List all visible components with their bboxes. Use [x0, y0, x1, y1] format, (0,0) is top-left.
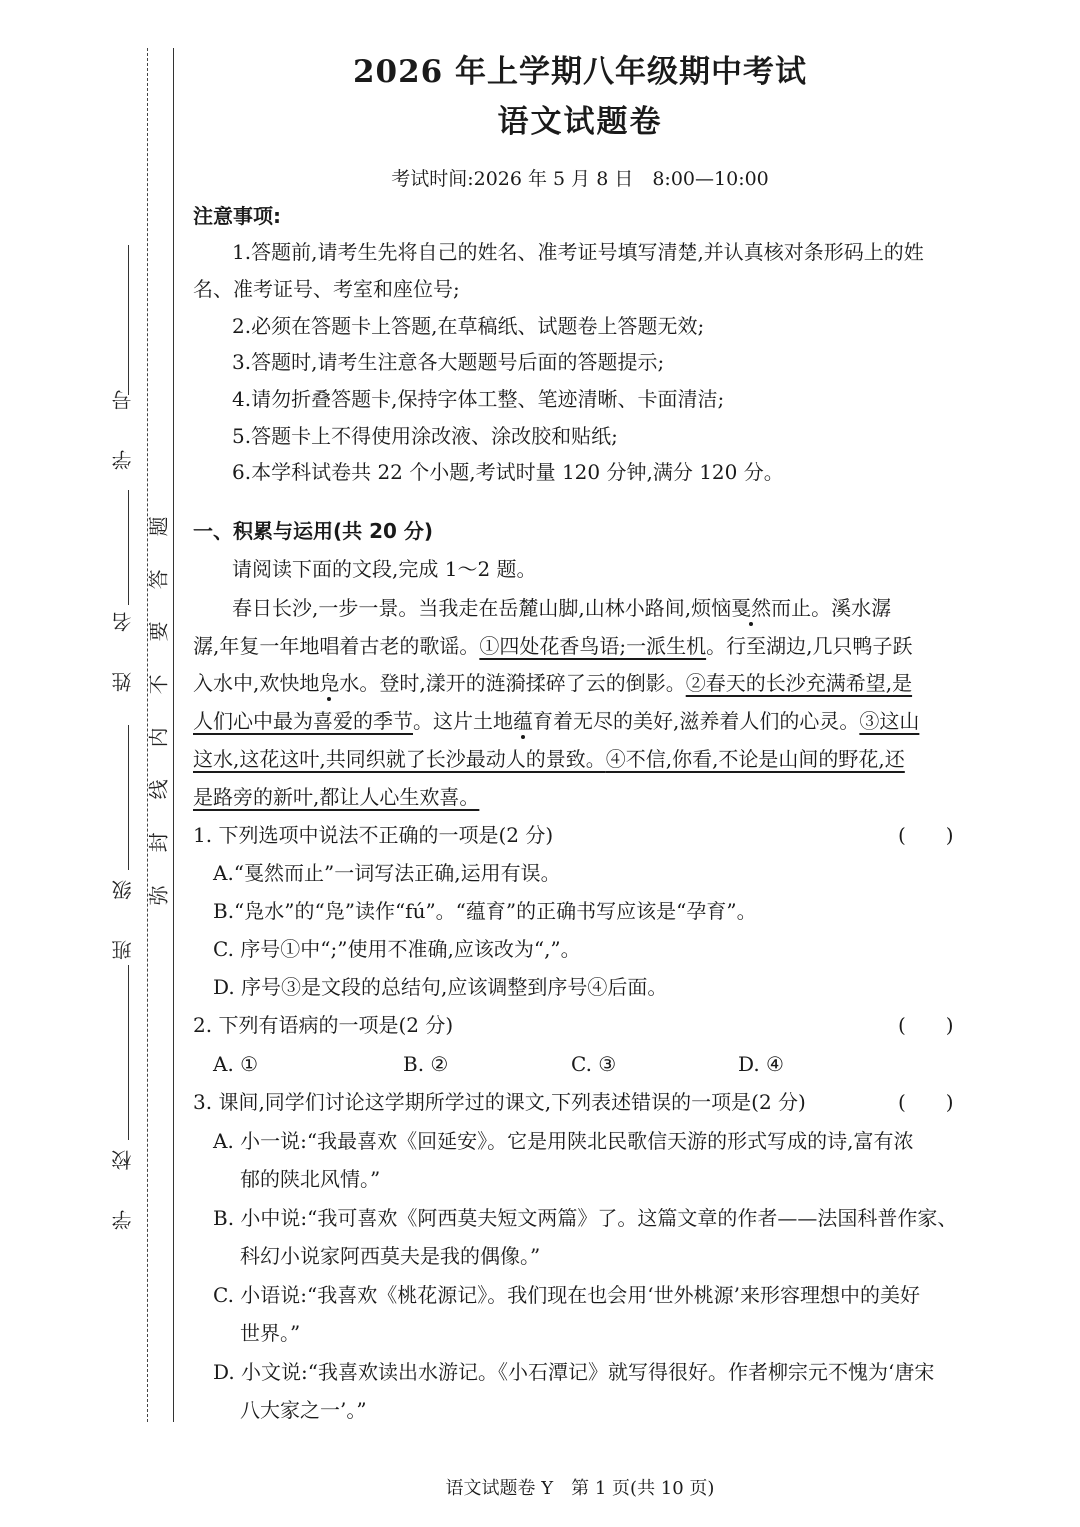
- school-field: [108, 1140, 137, 1230]
- note-item: 2.必须在答题卡上答题,在草稿纸、试题卷上答题无效;: [232, 314, 705, 338]
- seal-char: 弥: [146, 885, 171, 906]
- passage-intro: 请阅读下面的文段,完成 1～2 题。: [232, 557, 537, 581]
- option-cont: 科幻小说家阿西莫夫是我的偶像。”: [240, 1244, 541, 1268]
- note-item: 4.请勿折叠答题卡,保持字体工整、笔迹清晰、卡面清洁;: [232, 387, 725, 411]
- exam-time: 考试时间:2026 年 5 月 8 日 8:00—10:00: [391, 168, 769, 190]
- exam-title: 2026 年上学期八年级期中考试: [352, 54, 808, 90]
- student-id-field: [108, 245, 137, 470]
- seal-char: 要: [146, 621, 171, 642]
- option: A. ①: [213, 1052, 259, 1076]
- passage-line: [193, 745, 905, 773]
- page-footer: 语文试题卷 Y 第 1 页(共 10 页): [445, 1478, 715, 1499]
- name-label: 姓 名: [111, 602, 135, 692]
- answer-paren[interactable]: ( ): [898, 1013, 954, 1037]
- passage-line: [193, 783, 479, 811]
- school-blank[interactable]: [128, 965, 129, 1140]
- dotted-word: 戛然: [731, 596, 772, 620]
- answer-paren[interactable]: ( ): [898, 1090, 954, 1114]
- option: C. 小语说:“我喜欢《桃花源记》。我们现在也会用‘世外桃源’来形容理想中的美好: [213, 1283, 920, 1307]
- option: D. 序号③是文段的总结句,应该调整到序号④后面。: [213, 975, 668, 999]
- option-cont: 八大家之一’。”: [240, 1398, 367, 1422]
- passage-line: 春日长沙,一步一景。当我走在岳麓山脚,山林小路间,烦恼戛然而止。溪水潺: [232, 596, 892, 620]
- option-cont: 郁的陕北风情。”: [240, 1167, 381, 1191]
- note-item: 名、准考证号、考室和座位号;: [193, 277, 460, 301]
- dotted-char: 蕴: [513, 709, 533, 733]
- paper-subtitle: 语文试题卷: [497, 104, 663, 140]
- class-label: 班 级: [111, 870, 135, 960]
- option: A. 小一说:“我最喜欢《回延安》。它是用陕北民歌信天游的形式写成的诗,富有浓: [213, 1129, 914, 1153]
- dotted-char: 凫: [319, 671, 340, 695]
- underlined-sentence-3: ③这山: [859, 709, 920, 733]
- seal-char: 题: [146, 516, 171, 537]
- passage-line: 潺,年复一年地唱着古老的歌谣。①四处花香鸟语;一派生机。行至湖边,几只鸭子跃: [193, 634, 913, 658]
- underlined-sentence-3-cont: 这水,这花这叶,共同织就了长沙最动人的景致。: [193, 747, 606, 771]
- option: D. ④: [738, 1052, 784, 1076]
- option: B. 小中说:“我可喜欢《阿西莫夫短文两篇》了。这篇文章的作者——法国科普作家、: [213, 1206, 958, 1230]
- answer-paren[interactable]: ( ): [898, 823, 954, 847]
- underlined-sentence-4-cont: 是路旁的新叶,都让人心生欢喜。: [193, 785, 480, 809]
- question-stem: 2. 下列有语病的一项是(2 分): [193, 1013, 454, 1037]
- class-blank[interactable]: [128, 725, 129, 870]
- option: A.“戛然而止”一词写法正确,运用有误。: [213, 861, 561, 885]
- notes-heading: 注意事项:: [193, 204, 281, 228]
- seal-char: 封: [146, 832, 171, 853]
- note-item: 6.本学科试卷共 22 个小题,考试时量 120 分钟,满分 120 分。: [232, 460, 784, 484]
- option: B. ②: [403, 1052, 449, 1076]
- question-stem: 3. 课间,同学们讨论这学期所学过的课文,下列表述错误的一项是(2 分): [193, 1090, 806, 1114]
- name-blank[interactable]: [128, 490, 129, 605]
- seal-char: 答: [146, 569, 171, 590]
- note-item: 1.答题前,请考生先将自己的姓名、准考证号填写清楚,并认真核对条形码上的姓: [232, 240, 924, 264]
- school-label: 学 校: [111, 1140, 135, 1230]
- seal-char: 线: [146, 779, 171, 800]
- underlined-sentence-2: ②春天的长沙充满希望,是: [685, 671, 913, 695]
- student-id-blank[interactable]: [128, 245, 129, 395]
- note-item: 5.答题卡上不得使用涂改液、涂改胶和贴纸;: [232, 424, 618, 448]
- question-stem: 1. 下列选项中说法不正确的一项是(2 分): [193, 823, 554, 847]
- option-cont: 世界。”: [240, 1321, 301, 1345]
- note-item: 3.答题时,请考生注意各大题题号后面的答题提示;: [232, 350, 665, 374]
- seal-char: 不: [146, 674, 171, 695]
- option: C. 序号①中“;”使用不准确,应该改为“,”。: [213, 937, 581, 961]
- underlined-sentence-2-cont: 人们心中最为喜爱的季节: [193, 709, 413, 733]
- seal-char: 内: [146, 727, 171, 748]
- option: C. ③: [571, 1052, 617, 1076]
- underlined-sentence-1: ①四处花香鸟语;一派生机: [479, 634, 707, 658]
- underlined-sentence-4: ④不信,你看,不论是山间的野花,还: [605, 747, 905, 771]
- passage-line: 入水中,欢快地凫水。登时,漾开的涟漪揉碎了云的倒影。②春天的长沙充满希望,是: [193, 671, 913, 695]
- option: B.“凫水”的“凫”读作“fú”。“蕴育”的正确书写应该是“孕育”。: [213, 899, 757, 923]
- seal-line-notice: [146, 500, 172, 922]
- student-id-label: 学 号: [111, 380, 135, 470]
- option: D. 小文说:“我喜欢读出水游记。《小石潭记》就写得很好。作者柳宗元不愧为‘唐宋: [213, 1360, 935, 1384]
- section-heading: 一、积累与运用(共 20 分): [193, 519, 434, 543]
- passage-line: 人们心中最为喜爱的季节。这片土地蕴育着无尽的美好,滋养着人们的心灵。③这山: [193, 709, 920, 733]
